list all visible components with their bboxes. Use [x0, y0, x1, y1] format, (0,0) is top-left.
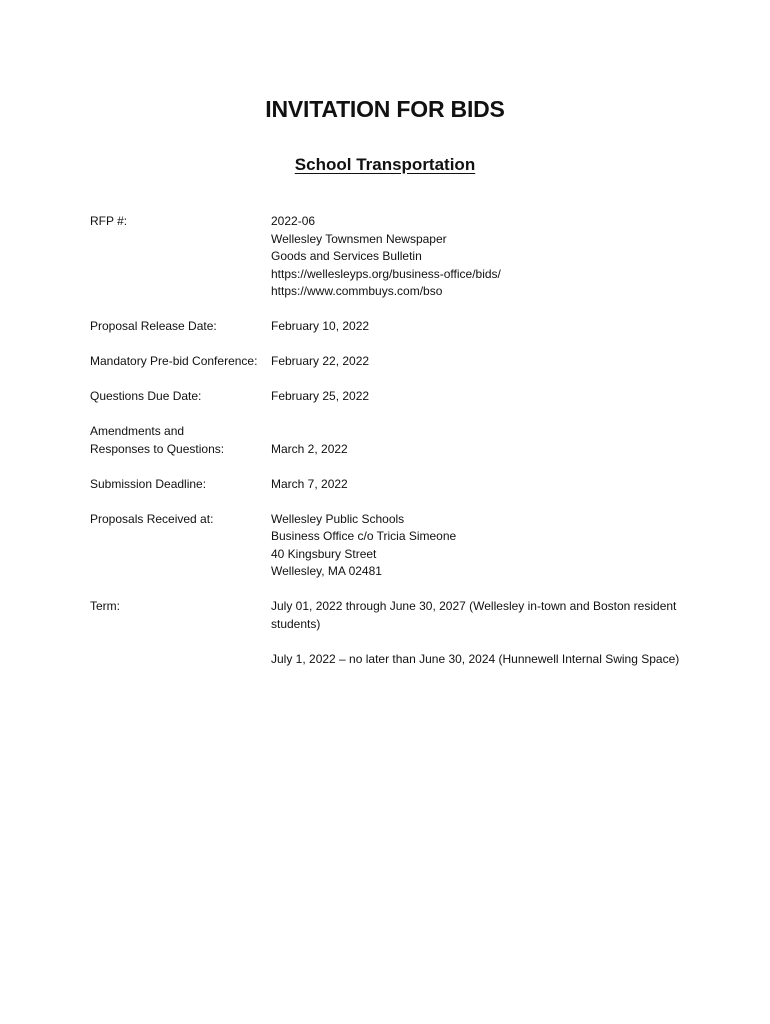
amendments-label	[90, 423, 271, 458]
submission-deadline-value: March 7, 2022	[271, 476, 348, 491]
rfp-value	[271, 213, 690, 301]
questions-due-value: February 25, 2022	[271, 389, 370, 403]
submission-deadline-row	[90, 476, 690, 494]
submission-deadline-label: Submission Deadline:	[90, 476, 207, 491]
release-date-value: February 10, 2022	[271, 319, 370, 333]
prebid-conference-label: Mandatory Pre-bid Conference:	[90, 354, 258, 368]
questions-due-label: Questions Due Date:	[90, 389, 202, 403]
address-line: Wellesley, MA 02481	[271, 564, 382, 578]
prebid-conference-value: February 22, 2022	[271, 354, 370, 368]
proposals-received-address	[271, 511, 690, 581]
term-paragraph: July 01, 2022 through June 30, 2027 (Wellesley in-town and Boston resident students)	[271, 599, 677, 631]
rfp-publication: Goods and Services Bulletin	[271, 249, 422, 263]
rfp-link: https://wellesleyps.org/business-office/bids/	[271, 266, 501, 281]
amendments-label-line: Responses to Questions:	[90, 441, 225, 456]
address-line: Wellesley Public Schools	[271, 511, 405, 526]
amendments-row	[90, 423, 690, 458]
rfp-publication: Wellesley Townsmen Newspaper	[271, 231, 447, 246]
document-title: INVITATION FOR BIDS	[265, 96, 505, 122]
term-paragraph: July 1, 2022 – no later than June 30, 2024 (Hunnewell Internal Swing Space)	[271, 651, 680, 666]
document-subtitle: School Transportation	[294, 155, 476, 174]
term-label: Term:	[90, 599, 120, 613]
prebid-conference-row	[90, 353, 690, 371]
bid-details	[90, 213, 690, 686]
amendments-date: March 2, 2022	[271, 441, 348, 456]
rfp-row	[90, 213, 690, 301]
questions-due-row	[90, 388, 690, 406]
term-row	[90, 598, 690, 668]
rfp-number: 2022-06	[271, 214, 316, 228]
address-line: 40 Kingsbury Street	[271, 546, 377, 561]
rfp-link: https://www.commbuys.com/bso	[271, 284, 443, 298]
rfp-label: RFP #:	[90, 214, 128, 228]
proposals-received-label: Proposals Received at:	[90, 511, 214, 526]
address-line: Business Office c/o Tricia Simeone	[271, 529, 457, 543]
proposals-received-row	[90, 511, 690, 581]
amendments-label-line: Amendments and	[90, 424, 185, 438]
amendments-value	[271, 423, 690, 458]
term-value	[271, 598, 690, 668]
release-date-label: Proposal Release Date:	[90, 319, 217, 333]
release-date-row	[90, 318, 690, 336]
